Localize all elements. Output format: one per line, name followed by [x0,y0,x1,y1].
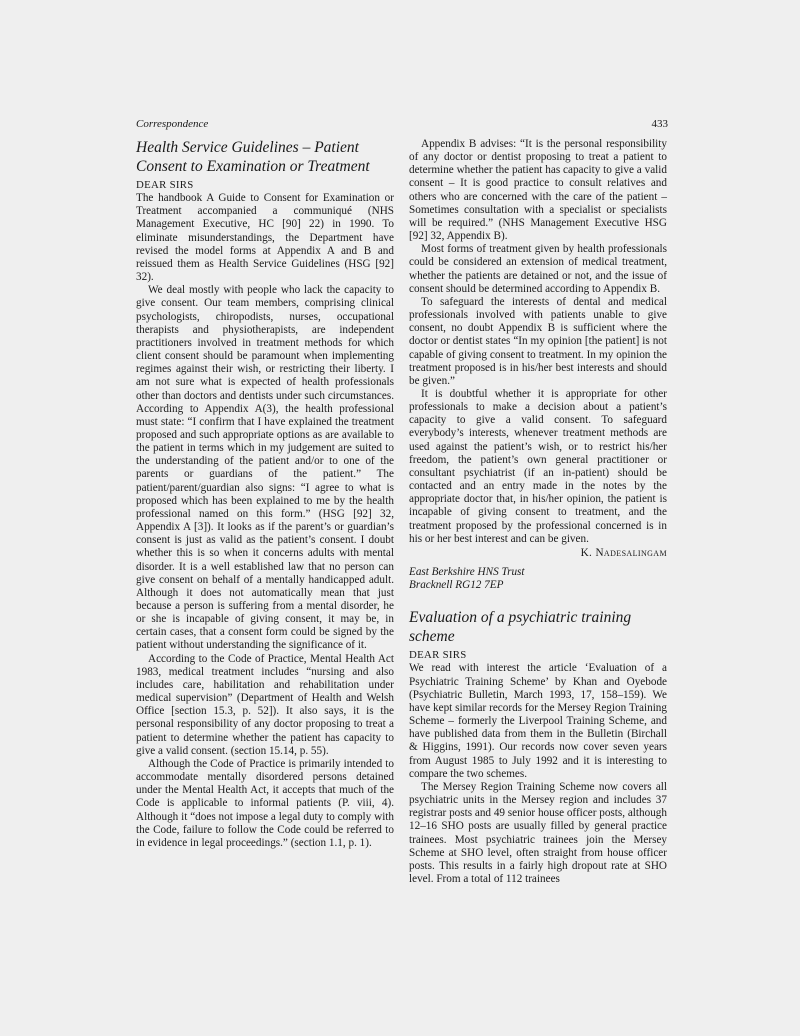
article1-paragraph: Although the Code of Practice is primarily intended to accommodate mentally disordered persons detained under the Mental Health Act, it accepts that much of the Code is applicable to informal patients (P. viii, 4). Although it “does not impose a legal duty to comply with the Code, failure to follow the Code could be referred to in evidence in legal proceedings.” (section 1.1, p. 1). [136,757,394,849]
left-column [136,138,394,850]
article1-paragraph: The handbook A Guide to Consent for Examination or Treatment accompanied a communiqué (NHS Management Executive, HC [90] 22) in 1990. To eliminate misunderstandings, the Department have revised the model forms at Appendix A and B and reissued them as Health Service Guidelines (HSG [92] 32). [136,192,394,284]
article1-salutation: DEAR SIRS [136,179,194,191]
article2-salutation: DEAR SIRS [409,649,467,662]
article1-paragraph: It is doubtful whether it is appropriate for other professionals to make a decision about a patient’s capacity to give a valid consent. To safeguard everybody’s interests, whenever treatment methods are used against the patient’s wish, or to restrict his/her freedom, the patient’s own general practitioner or consultant psychiatrist (if an in-patient) should be contacted and an entry made in the notes by the appropriate doctor that, in his/her opinion, the patient is incapable of giving consent to treatment, and the treatment proposed by the professional concerned is in his or her best interest and can be given. [409,387,667,545]
article1-affiliation [409,566,667,592]
article1-paragraph: Appendix B advises: “It is the personal responsibility of any doctor or dentist proposing to treat a patient to determine whether the patient has capacity to give a valid consent – It is good practice to consult relatives and others who are concerned with the care of the patient – Sometimes consultation with a specialist or specialists will be required.” (NHS Management Executive HSG [92] 32, Appendix B). [409,138,667,243]
article2-paragraph: We read with interest the article ‘Evaluation of a Psychiatric Training Scheme’ by Khan and Oyebode (Psychiatric Bulletin, March 1993, 17, 158–159). We have kept similar records for the Mersey Region Training Scheme – formerly the Liverpool Training Scheme, and have published data from them in the Bulletin (Birchall & Higgins, 1991). Our records now cover seven years from August 1985 to July 1992 and it is interesting to compare the two schemes. [409,662,667,780]
article1-paragraph: Most forms of treatment given by health professionals could be considered an extension of medical treatment, whether the patients are detained or not, and the issue of consent should be determined according to Appendix B. [409,243,667,295]
article1-title: Health Service Guidelines – Patient Consent to Examination or Treatment [136,139,370,175]
affiliation-line: East Berkshire HNS Trust [409,566,525,578]
article1-author: K. Nadesalingam [580,546,667,559]
running-head: Correspondence [136,118,209,130]
article2-title: Evaluation of a psychiatric training scheme [409,609,632,646]
article1-paragraph: According to the Code of Practice, Mental Health Act 1983, medical treatment includes “nursing and also includes care, habilitation and rehabilitation under medical supervision” (Department of Health and Welsh Office [section 15.3, p. 52]). It also says, it is the personal responsibility of any doctor proposing to treat a patient to determine whether the patient has capacity to give a valid consent. (section 15.14, p. 55). [136,652,394,757]
affiliation-line: Bracknell RG12 7EP [409,579,504,592]
article1-paragraph: We deal mostly with people who lack the capacity to give consent. Our team members, comprising clinical psychologists, chiropodists, nurses, occupational therapists and physiotherapists, are independent practitioners involved in treatment methods for which client consent should be paramount when implementing regimes against their wish, or restricting their liberty. I am not sure what is expected of health professionals other than doctors and dentists under such circumstances. According to Appendix A(3), the health professional must state: “I confirm that I have explained the treatment proposed and such appropriate options as are available to the patient in terms which in my judgement are suited to the understanding of the patient and/or to one of the parents or guardians of the patient.” The patient/parent/guardian also signs: “I agree to what is proposed which has been explained to me by the health professional named on this form.” (HSG [92] 32, Appendix A [3]). It looks as if the parent’s or guardian’s consent is just as valid as the patient’s consent. I doubt whether this is so when it concerns adults with mental disorder. It is a well established law that no person can give consent on behalf of a mentally handicapped adult. Although it does not automatically mean that just because a person is suffering from a mental disorder, he or she is incapable of giving consent, it may be, in certain cases, that a consent form could be signed by the patient without understanding the significance of it. [136,284,394,652]
article1-paragraph: To safeguard the interests of dental and medical professionals involved with patients unable to give consent, no doubt Appendix B is sufficient where the doctor or dentist states “In my opinion [the patient] is not capable of giving consent to treatment. In my opinion the treatment proposed is in his/her best interests and should be given.” [409,295,667,387]
article2-paragraph: The Mersey Region Training Scheme now covers all psychiatric units in the Mersey region and includes 37 registrar posts and 49 senior house officer posts, although 12–16 SHO posts are usually filled by general practice trainees. Most psychiatric trainees join the Mersey Scheme at SHO level, often straight from house officer posts. This results in a fairly high dropout rate at SHO level. From a total of 112 trainees [409,780,667,885]
right-column [409,138,667,886]
page-number: 433 [651,118,668,130]
